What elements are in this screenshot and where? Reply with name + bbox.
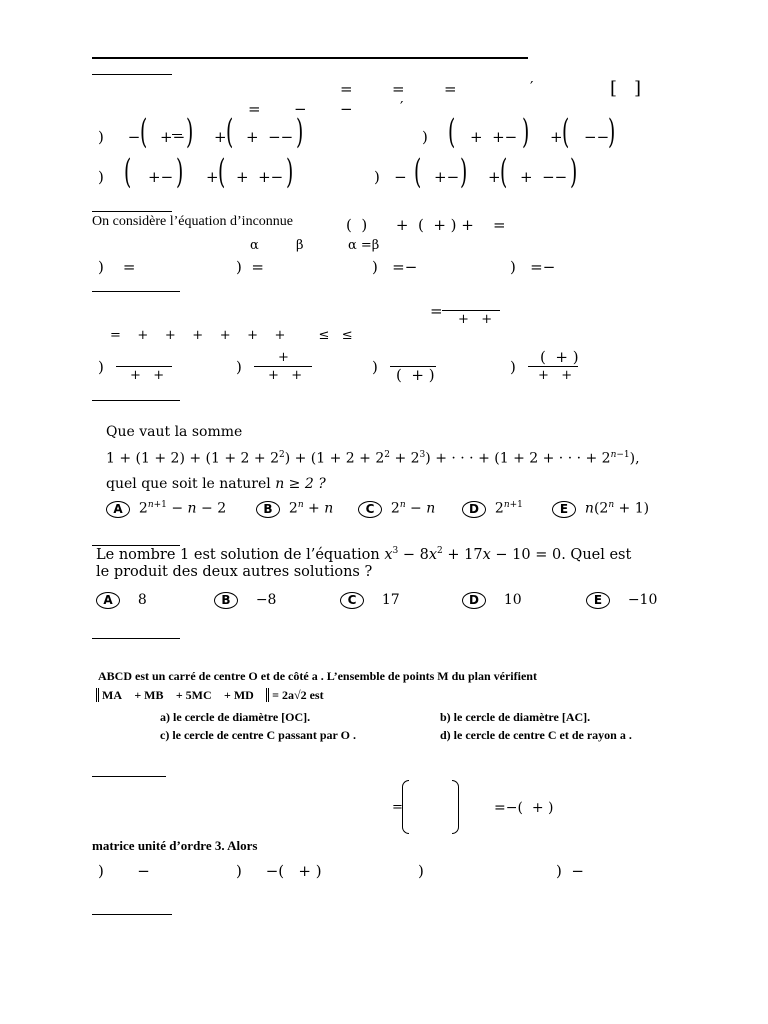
- q5-option-e-text: −10: [627, 592, 658, 608]
- q6-line2: [96, 688, 324, 703]
- q1-opt-c-plus: +: [206, 168, 219, 186]
- q1-prime: ′: [530, 78, 534, 96]
- q2-alpha-beta: α =β: [348, 238, 380, 253]
- q3-opt-b-den: + +: [268, 368, 303, 383]
- q2-intro: On considère l’équation d’inconnue: [92, 214, 293, 229]
- q3-opt-a: ): [98, 358, 104, 376]
- q7-text: matrice unité d’ordre 3. Alors: [92, 838, 258, 853]
- q1-opt-d-paren2: ): [460, 152, 468, 192]
- q7-matrix-left-bracket: [402, 780, 409, 834]
- q3-opt-d-den: + +: [538, 368, 573, 383]
- header-rule: [92, 57, 528, 59]
- q4-option-c[interactable]: C $2^n - n$: [358, 500, 435, 518]
- q1-opt-a-paren2: ): [186, 112, 194, 152]
- q7-matrix-eq: =: [392, 800, 403, 815]
- q3-sum: = + + + + + + ≤ ≤: [110, 328, 353, 343]
- q1-opt-a-expr2: + −−: [246, 128, 294, 146]
- q1-opt-a-expr1: +−: [160, 128, 186, 146]
- q6-line1: ABCD est un carré de centre O et de côté a . L’ensemble de points M du plan vérifient: [98, 669, 537, 683]
- q5-option-a-circle: A: [96, 592, 120, 609]
- q5-option-c-circle: C: [340, 592, 364, 609]
- q1-opt-d-expr2: + −−: [520, 168, 568, 186]
- q5-option-d-text: 10: [503, 592, 522, 608]
- q5-option-b[interactable]: [214, 592, 276, 609]
- q2-beta: β: [296, 238, 304, 253]
- q4-sum: $1 + (1 + 2) + (1 + 2 + 2^2) + (1 + 2 + 2^2 + 2^3)$ + · · · + (1 + 2 + · · · + $2^{n-1}$),: [106, 450, 640, 467]
- q5-option-e-circle: E: [586, 592, 610, 609]
- q3-opt-b: ): [236, 358, 242, 376]
- q7-opt-c: ): [418, 862, 424, 880]
- q2-alpha: α: [250, 238, 259, 253]
- q6-opt-b[interactable]: b) le cercle de diamètre [AC].: [440, 710, 591, 724]
- q3-def-frac: [442, 310, 500, 311]
- q5-option-a[interactable]: [96, 592, 147, 609]
- q5-option-d[interactable]: [462, 592, 522, 609]
- q3-opt-a-frac: [116, 366, 172, 367]
- q2-opt-c: ) =−: [372, 258, 418, 276]
- q4-option-c-circle: C: [358, 501, 382, 518]
- q1-opt-b: ): [422, 128, 428, 146]
- q4-option-d[interactable]: D $2^{n+1}$: [462, 500, 523, 518]
- q1-opt-a-plus: +: [214, 128, 227, 146]
- q4-option-e-circle: E: [552, 501, 576, 518]
- q1-minus1: −: [294, 100, 307, 118]
- q5-line2: le produit des deux autres solutions ?: [96, 564, 373, 580]
- q5-option-c[interactable]: [340, 592, 400, 609]
- q5-option-c-text: 17: [381, 592, 400, 608]
- q1-opt-d-plus: +: [488, 168, 501, 186]
- q1-opt-c-paren4: ): [286, 152, 294, 192]
- q1-eq1: =: [340, 80, 353, 98]
- q1-opt-a-paren1: (: [140, 112, 148, 152]
- q5-option-d-circle: D: [462, 592, 486, 609]
- q3-label-rule: [92, 291, 180, 292]
- q1-opt-b-paren3: (: [562, 112, 570, 152]
- q1-opt-b-paren4: ): [608, 112, 616, 152]
- q1-opt-a-frac1: [172, 134, 182, 135]
- q1-opt-b-paren1: (: [448, 112, 456, 152]
- q4-label-rule: [92, 400, 180, 401]
- q1-opt-b-expr2: −−: [584, 128, 610, 146]
- q7-label-rule: [92, 776, 166, 777]
- q7-opt-d: ) −: [556, 862, 584, 880]
- q1-opt-a-paren4: ): [296, 112, 304, 152]
- q1-prime2: ′: [400, 98, 404, 116]
- q3-opt-b-num: +: [278, 350, 289, 365]
- q1-opt-d-paren4: ): [570, 152, 578, 192]
- q5-option-e[interactable]: [586, 592, 657, 609]
- q2-opt-a: ) =: [98, 258, 136, 276]
- q5-option-a-text: 8: [137, 592, 147, 608]
- q1-eq3: =: [444, 80, 457, 98]
- q1-opt-d: ) −: [374, 168, 407, 186]
- q5-option-b-circle: B: [214, 592, 238, 609]
- q1-opt-c-paren1: (: [124, 152, 132, 192]
- q6-vector-norm: MA⃗ + MB⃗ + 5MC⃗ + MD⃗: [96, 688, 269, 702]
- q1-eq4: =: [248, 100, 261, 118]
- q2-opt-b: ) =: [236, 258, 264, 276]
- q4-option-d-circle: D: [462, 501, 486, 518]
- q1-opt-c-expr1: +−: [148, 168, 174, 186]
- q1-bracket-open: [: [610, 78, 618, 99]
- q6-line2-suffix: = 2a√2 est: [272, 688, 324, 702]
- q1-eq2: =: [392, 80, 405, 98]
- q1-opt-b-expr1: + +−: [470, 128, 518, 146]
- q6-label-rule: [92, 638, 180, 639]
- q2-opt-d: ) =−: [510, 258, 556, 276]
- q1-minus2: −: [340, 100, 353, 118]
- q3-opt-c-den: ( + ): [396, 366, 435, 384]
- q5-line1: Le nombre 1 est solution de l’équation $x^3 - 8x^2 + 17x - 10 = 0$. Quel est: [96, 546, 632, 563]
- q1-opt-c: ): [98, 168, 104, 186]
- q4-option-b-circle: B: [256, 501, 280, 518]
- q1-opt-c-expr2: + +−: [236, 168, 284, 186]
- q1-opt-a: ) −: [98, 128, 141, 146]
- q6-opt-c[interactable]: c) le cercle de centre C passant par O .: [160, 728, 356, 742]
- q3-opt-d: ): [510, 358, 516, 376]
- q1-bracket-close: ]: [634, 78, 642, 99]
- q1-opt-d-paren3: (: [500, 152, 508, 192]
- q1-opt-b-paren2: ): [522, 112, 530, 152]
- q4-condition: [106, 476, 326, 492]
- q1-opt-c-paren2: ): [176, 152, 184, 192]
- q7-opt-a: ) −: [98, 862, 150, 880]
- q5-option-b-text: −8: [255, 592, 277, 608]
- q4-option-b[interactable]: B $2^n + n$: [256, 500, 333, 518]
- q4-option-e[interactable]: E $n(2^n + 1)$: [552, 500, 649, 518]
- q8-label-rule: [92, 914, 172, 915]
- q6-opt-a[interactable]: a) le cercle de diamètre [OC].: [160, 710, 311, 724]
- q2-label-rule: [92, 211, 172, 212]
- q4-option-a-circle: A: [106, 501, 130, 518]
- q7-opt-b: ) −( + ): [236, 862, 322, 880]
- q7-matrix-right-bracket: [452, 780, 459, 834]
- q1-opt-c-paren3: (: [218, 152, 226, 192]
- q7-relation: =−( + ): [494, 800, 554, 816]
- q3-opt-b-frac: [254, 366, 312, 367]
- q2-equation: ( ) + ( + ) + =: [346, 216, 506, 234]
- q3-opt-d-num: ( + ): [540, 348, 579, 366]
- q1-opt-b-plus: +: [550, 128, 563, 146]
- q6-opt-d[interactable]: d) le cercle de centre C et de rayon a .: [440, 728, 632, 742]
- q3-opt-a-den: + +: [130, 368, 165, 383]
- q1-opt-a-paren3: (: [226, 112, 234, 152]
- q4-condition-text: quel que soit le naturel: [106, 476, 271, 492]
- q4-condition-math: n ≥ 2 ?: [275, 476, 326, 492]
- q3-def-eq: =: [430, 302, 443, 320]
- q3-def-den: + +: [458, 312, 493, 327]
- q1-opt-d-expr1: +−: [434, 168, 460, 186]
- q4-option-a[interactable]: A $2^{n+1} - n - 2$: [106, 500, 226, 518]
- q1-label-rule: [92, 74, 172, 75]
- q1-opt-d-paren1: (: [414, 152, 422, 192]
- q3-opt-d-frac: [528, 366, 578, 367]
- q4-question: Que vaut la somme: [106, 424, 243, 440]
- q3-opt-c: ): [372, 358, 378, 376]
